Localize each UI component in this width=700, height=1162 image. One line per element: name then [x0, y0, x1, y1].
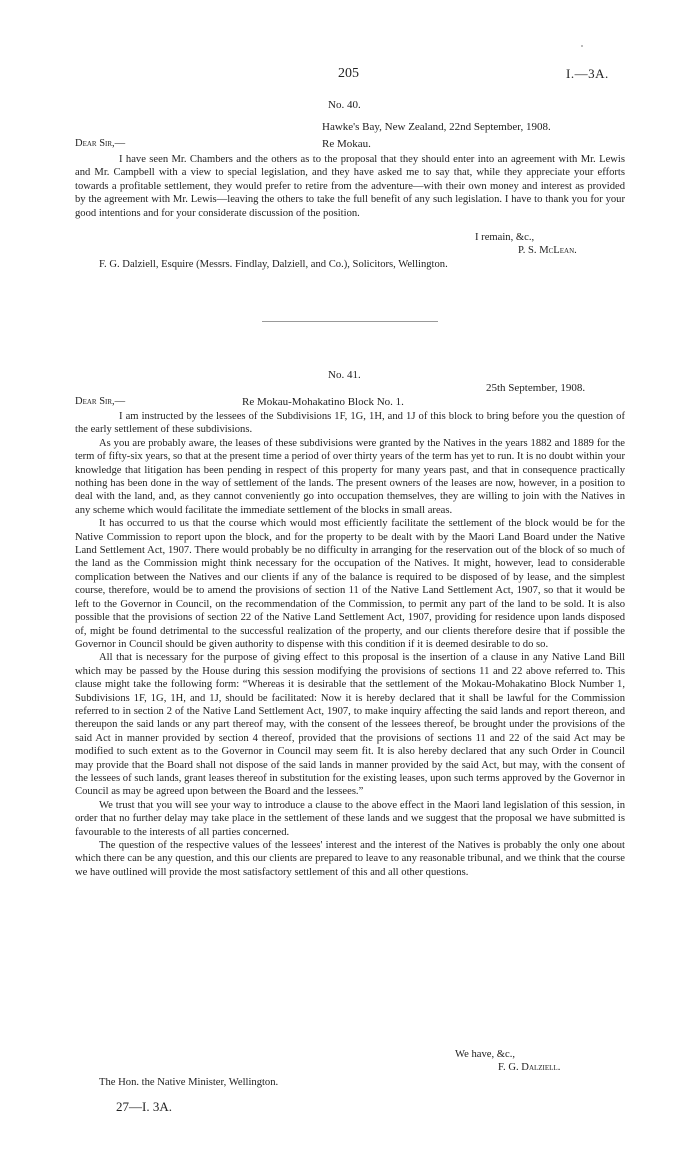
letter-41-paragraph: We trust that you will see your way to introduce a clause to the above effect in the Maori land legislation of this session, in order that no further delay may take place in the settlement of these lands and we suggest that the proposal we have submitted is favourable to the interests of all parties concerned.	[75, 799, 625, 838]
letter-41-paragraph: As you are probably aware, the leases of these subdivisions were granted by the Natives in the years 1882 and 1889 for the term of fifty-six years, so that at the present time a period of over thirty years of the term has yet to run. It is no doubt within your knowledge that litigation has been pending in respect of this property for many years past, and that in consequence practically nothing has been done in the way of settlement of the lands. The present owners of the leases are now, however, in a position to deal with the land, and, as they cannot conveniently go into occupation themselves, they are willing to join with the Natives in any scheme which would facilitate the immediate settlement of the blocks in small areas.	[75, 437, 625, 516]
letter-40-signature: P. S. McLean.	[518, 245, 577, 256]
letter-41-subject: Re Mokau-Mohakatino Block No. 1.	[242, 396, 404, 408]
letter-41-paragraph: I am instructed by the lessees of the Subdivisions 1F, 1G, 1H, and 1J of this block to bring before you the question of the early settlement of these subdivisions.	[75, 411, 625, 436]
speck-mark	[581, 45, 583, 47]
letter-41-signature: F. G. Dalziell.	[498, 1062, 561, 1073]
letter-41-closing: We have, &c.,	[455, 1049, 516, 1060]
letter-41-addressee: The Hon. the Native Minister, Wellington.	[99, 1077, 279, 1088]
letter-40-salutation: Dear Sir,—	[75, 138, 126, 149]
letter-41-number: No. 41.	[328, 369, 361, 381]
page-number: 205	[338, 66, 359, 81]
letter-41-body	[75, 410, 625, 879]
letter-41-paragraph: All that is necessary for the purpose of giving effect to this proposal is the insertion of a clause in any Native Land Bill which may be passed by the House during this session modifying the provisions of sections 11 and 22 above referred to. This clause might take the following form: “Whereas it is desirable that the settlement of the Mokau-Mohakatino Block Number 1, Subdivisions 1F, 1G, 1H, and 1J, should be facilitated: Now it is hereby declared that it shall be lawful for the Commission referred to in section 2 of the Native Land Settlement Act, 1907, to make inquiry affecting the said lands and report thereon, and thereupon the said lands or any part thereof may, with the consent of the lessees thereof, be brought under the provisions of the said Act in manner provided by section 4 thereof, provided that the provisions of sections 11 and 22 of the said Act may be modified to such extent as to the Governor in Council may seem fit. It is also hereby declared that any such Order in Council may provide that the Board shall not dispose of the said lands in manner provided by the said Act, but may, with the consent of the lessees of such lands, grant leases thereof in substitution for the existing leases, upon such terms approved by the Governor in Council as may be agreed upon between the Board and the lessees.”	[75, 652, 625, 798]
letter-40-number: No. 40.	[328, 99, 361, 111]
letter-40-subject: Re Mokau.	[322, 138, 371, 150]
letter-40-addressee: F. G. Dalziell, Esquire (Messrs. Findlay, Dalziell, and Co.), Solicitors, Wellington.	[99, 259, 448, 270]
letter-41-paragraph: The question of the respective values of the lessees' interest and the interest of the Natives is probably the only one about which there can be any question, and this our clients are prepared to leave to any reasonable tribunal, and we think that the course we have outlined will provide the most satisfactory settlement of this and all other questions.	[75, 840, 625, 878]
sheet-signature-mark: 27—I. 3A.	[116, 1099, 172, 1114]
letter-41-salutation: Dear Sir,—	[75, 396, 126, 407]
letter-41-date: 25th September, 1908.	[486, 382, 586, 394]
letter-40-body	[75, 153, 625, 220]
document-reference: I.—3A.	[566, 66, 609, 81]
letter-41-paragraph: It has occurred to us that the course which would most efficiently facilitate the settlement of the block would be for the Native Commission to report upon the block, and for the property to be dealt with by the Maori Land Board under the Native Land Settlement Act, 1907. There would probably be no difficulty in arranging for the reservation out of the block of so much of the land as the Commission might think necessary for the occupation of the Natives. It might, however, lead to considerable complication between the Natives and our clients if any of the balance is required to be disposed of by lease, and the simplest course, therefore, would be to amend the provisions of section 11 of the Native Land Settlement Act, 1907, so that it would be left to the Governor in Council, on the recommendation of the Commission, to permit any part of the land to be sold. It is also possible that the provisions of section 22 of the Native Land Settlement Act, 1907, providing for residence upon lands disposed of, might be found detrimental to the successful realization of the property, and our clients therefore desire that if possible the Governor in Council should be given authority to dispense with this condition if it is deemed desirable to do so.	[75, 518, 625, 650]
section-divider	[262, 321, 438, 322]
letter-40-paragraph: I have seen Mr. Chambers and the others as to the proposal that they should enter into an agreement with Mr. Lewis and Mr. Campbell with a view to special legislation, and they have asked me to say that, while they appreciate your efforts towards a profitable settlement, they would prefer to retire from the adventure—with their own money and interest as provided by the agreement with Mr. Lewis—leaving the others to take the full benefit of any such legislation. I have to thank you for your good intentions and for your considerate discussion of the position.	[75, 154, 625, 219]
letter-40-place-date: Hawke's Bay, New Zealand, 22nd September, 1908.	[322, 121, 551, 133]
letter-40-closing: I remain, &c.,	[475, 232, 535, 243]
